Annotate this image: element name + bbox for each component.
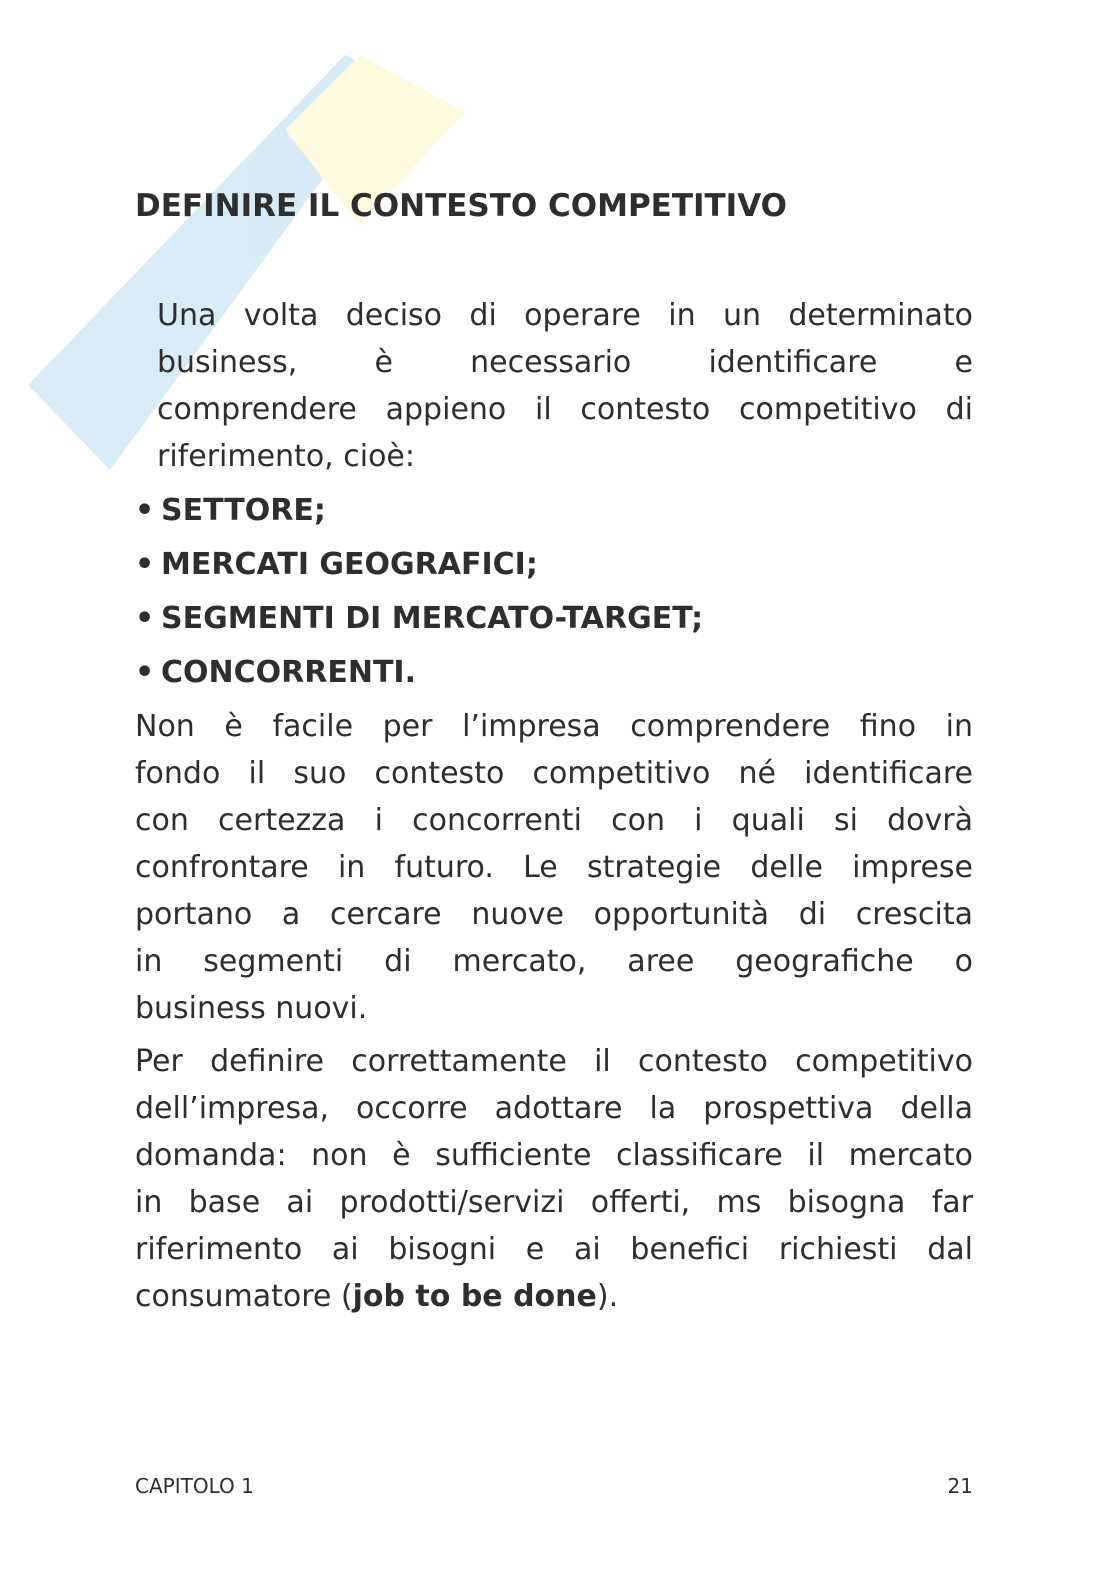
footer-chapter: CAPITOLO 1 <box>135 1474 254 1498</box>
section-heading: DEFINIRE IL CONTESTO COMPETITIVO <box>135 188 788 224</box>
bullet-icon: • <box>135 547 155 582</box>
bullet-icon: • <box>135 655 155 690</box>
text-line: Una volta deciso di operare in un determinato <box>157 298 973 333</box>
bullet-icon: • <box>135 493 155 528</box>
text-line: con certezza i concorrenti con i quali si dovrà <box>135 803 973 838</box>
text-line: domanda: non è sufficiente classificare il mercato <box>135 1138 973 1173</box>
text-line <box>135 1273 973 1320</box>
list-item <box>135 487 703 541</box>
text-line: portano a cercare nuove opportunità di crescita <box>135 897 973 932</box>
bullet-list <box>135 487 703 703</box>
list-item <box>135 649 703 703</box>
list-item-text: MERCATI GEOGRAFICI; <box>161 547 538 582</box>
text-line: confrontare in futuro. Le strategie delle imprese <box>135 850 973 885</box>
text-line: Per definire correttamente il contesto competitivo <box>135 1044 973 1079</box>
list-item <box>135 541 703 595</box>
text-line: Non è facile per l’impresa comprendere fino in <box>135 709 973 744</box>
list-item-text: SEGMENTI DI MERCATO-TARGET; <box>161 601 704 636</box>
text-line: in base ai prodotti/servizi offerti, ms bisogna far <box>135 1185 973 1220</box>
text-line: riferimento ai bisogni e ai benefici richiesti dal <box>135 1232 973 1267</box>
intro-paragraph <box>157 292 973 480</box>
text-line: comprendere appieno il contesto competitivo di <box>157 392 973 427</box>
text-line: business, è necessario identificare e <box>157 345 973 380</box>
text-line: riferimento, cioè: <box>157 439 415 474</box>
bullet-icon: • <box>135 601 155 636</box>
list-item-text: CONCORRENTI. <box>161 655 416 690</box>
text-line: in segmenti di mercato, aree geografiche o <box>135 944 973 979</box>
text-line: business nuovi. <box>135 991 368 1026</box>
text-run: consumatore ( <box>135 1279 353 1314</box>
text-line: dell’impresa, occorre adottare la prospettiva della <box>135 1091 973 1126</box>
text-line: fondo il suo contesto competitivo né identificare <box>135 756 973 791</box>
body-paragraph-3 <box>135 1038 973 1320</box>
bold-term: job to be done <box>352 1279 597 1314</box>
body-paragraph-2 <box>135 703 973 1032</box>
text-run: ). <box>596 1279 619 1314</box>
list-item-text: SETTORE; <box>161 493 326 528</box>
list-item <box>135 595 703 649</box>
page-number: 21 <box>947 1474 973 1498</box>
